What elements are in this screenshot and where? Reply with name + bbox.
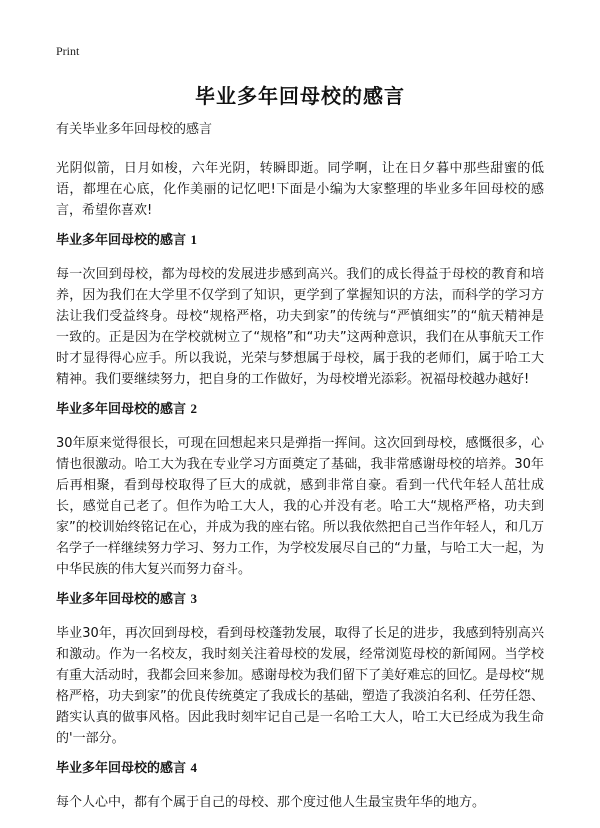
section-heading-number: 1 [190, 232, 198, 247]
section-heading-text: 毕业多年回母校的感言 [56, 592, 187, 607]
print-link[interactable]: Print [56, 44, 80, 58]
section-heading-1 [56, 231, 544, 250]
article-body [56, 120, 544, 823]
lead-paragraph: 光阴似箭，日月如梭，六年光阴，转瞬即逝。同学啊，让在日夕暮中那些甜蜜的低语，都埋在心底，化作美丽的记忆吧!下面是小编为大家整理的毕业多年回母校的感言，希望你喜欢! [56, 161, 544, 218]
page-title: 毕业多年回母校的感言 [195, 84, 405, 108]
section-heading-text: 毕业多年回母校的感言 [56, 402, 187, 417]
section-paragraph-3: 毕业30年，再次回到母校，看到母校蓬勃发展，取得了长足的进步，我感到特别高兴和激动。作为一名校友，我时刻关注着母校的发展，经常浏览母校的新闻网。当学校有重大活动时，我都会回来参加。感谢母校为我们留下了美好难忘的回忆。是母校“规格严格，功夫到家”的优良传统奠定了我成长的基础，塑造了我淡泊名利、任劳任怨、踏实认真的做事风格。因此我时刻牢记自己是一名哈工大人，哈工大已经成为我生命的'一部分。 [56, 626, 544, 746]
section-heading-number: 2 [190, 401, 198, 416]
section-paragraph-1: 每一次回到母校，都为母校的发展进步感到高兴。我们的成长得益于母校的教育和培养，因为我们在大学里不仅学到了知识，更学到了掌握知识的方法，而科学的学习方法让我们受益终身。母校“规格严格，功夫到家”的传统与“严慎细实”的“航天精神是一致的。正是因为在学校就树立了“规格”和“功夫”这两种意识，我们在从事航天工作时才显得得心应手。所以我说，光荣与梦想属于母校，属于我的老师们，属于哈工大精神。我们要继续努力，把自身的工作做好，为母校增光添彩。祝福母校越办越好! [56, 267, 544, 387]
section-heading-number: 4 [190, 760, 198, 775]
section-heading-4 [56, 759, 544, 778]
section-heading-text: 毕业多年回母校的感言 [56, 761, 187, 776]
section-heading-text: 毕业多年回母校的感言 [56, 233, 187, 248]
section-paragraph-4: 每个人心中，都有个属于自己的母校、那个度过他人生最宝贵年华的地方。 [56, 795, 486, 810]
section-heading-number: 3 [190, 591, 198, 606]
section-heading-2 [56, 400, 544, 419]
intro-text: 有关毕业多年回母校的感言 [56, 122, 213, 137]
section-paragraph-2: 30年原来觉得很长，可现在回想起来只是弹指一挥间。这次回到母校，感慨很多，心情也很激动。哈工大为我在专业学习方面奠定了基础，我非常感谢母校的培养。30年后再相聚，看到母校取得了巨大的成就，感到非常自豪。看到一代代年轻人茁壮成长，感觉自己老了。但作为哈工大人，我的心并没有老。哈工大“规格严格，功夫到家”的校训始终铭记在心，并成为我的座右铭。所以我依然把自己当作年轻人，和几万名学子一样继续努力学习、努力工作，为学校发展尽自己的“力量，与哈工大一起，为中华民族的伟大复兴而努力奋斗。 [56, 436, 544, 577]
section-heading-3 [56, 590, 544, 609]
